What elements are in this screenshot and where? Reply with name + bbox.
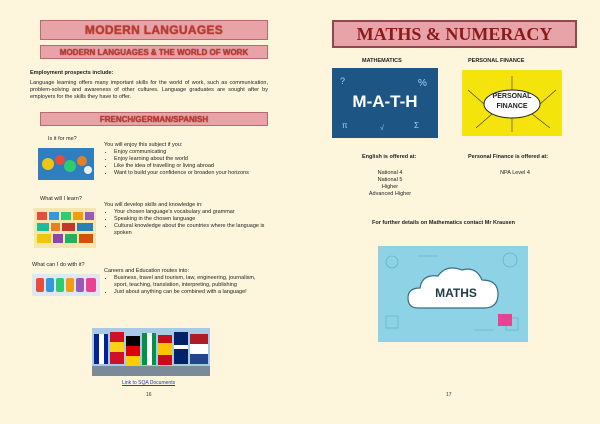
math-image-text: M-A-T-H [352,92,418,111]
list-item: • Want to build your confidence or broaden your horizons [114,170,264,177]
list-item: National 5 [377,177,403,183]
contact-text: For further details on Mathematics contact Mr Krausen [372,220,516,226]
modern-languages-banner: MODERN LANGUAGES [40,20,268,40]
svg-text:π: π [342,121,348,130]
communication-image [38,148,94,180]
svg-text:Σ: Σ [414,121,419,130]
mathematics-heading: MATHEMATICS [362,58,402,64]
list-item: • Cultural knowledge about the countries where the language is spoken [114,223,269,237]
question-what-will-i-learn: What will I learn? [40,196,82,202]
q3-content [104,268,269,296]
q3-intro: Careers and Education routes into: [104,268,189,274]
list-item: National 4 [377,170,403,176]
page-number: 17 [446,392,452,398]
personal-finance-heading: PERSONAL FINANCE [468,58,525,64]
languages-banner: FRENCH/GERMAN/SPANISH [40,112,268,126]
list-item: Higher [381,184,399,190]
list-item: • Enjoy communicating [114,149,264,156]
sqa-documents-link[interactable]: Link to SQA Documents [122,380,176,386]
pf-image-text-1: PERSONAL [492,93,532,100]
careers-image [32,274,100,296]
pf-level: NPA Level 4 [500,170,530,176]
question-is-it-for-me: Is it for me? [48,136,77,142]
list-item: • Just about anything can be combined with a language! [114,289,269,296]
list-item: • Your chosen language's vocabulary and grammar [114,209,269,216]
english-offered-heading: English is offered at: [362,154,417,160]
levels-list [340,170,440,198]
page-number: 16 [146,392,152,398]
employment-text: Language learning offers many important skills for the world of work, such as communication, problem-solving and awareness of other cultures. Language graduates are sought after by employers for the skills they have to offer. [30,80,268,100]
q2-intro: You will develop skills and knowledge in: [104,202,203,208]
maths-cloud-image [378,246,528,342]
mathematics-image [332,68,438,138]
list-item: Advanced Higher [368,191,412,197]
svg-text:?: ? [340,76,346,86]
employment-heading: Employment prospects include: [30,70,114,76]
maths-cloud-text: MATHS [435,286,477,300]
personal-finance-image [462,70,562,136]
list-item: • Like the idea of travelling or living abroad [114,163,264,170]
pf-offered-heading: Personal Finance is offered at: [468,154,549,160]
list-item: • Speaking in the chosen language [114,216,269,223]
list-item: • Enjoy learning about the world [114,156,264,163]
question-what-can-i-do: What can I do with it? [32,262,85,268]
maths-numeracy-banner: MATHS & NUMERACY [332,20,577,48]
q1-intro: You will enjoy this subject if you: [104,142,183,148]
svg-text:√: √ [380,125,384,132]
world-of-work-banner: MODERN LANGUAGES & THE WORLD OF WORK [40,45,268,59]
svg-text:%: % [418,78,427,89]
vocabulary-image [34,208,96,248]
list-item: • Business, travel and tourism, law, engineering, journalism, sport, teaching, translation, interpreting, publishing [114,275,269,289]
pf-image-text-2: FINANCE [496,103,528,110]
flags-image [92,328,210,376]
q2-content [104,202,269,237]
q1-content [104,142,264,177]
right-page [300,0,600,424]
